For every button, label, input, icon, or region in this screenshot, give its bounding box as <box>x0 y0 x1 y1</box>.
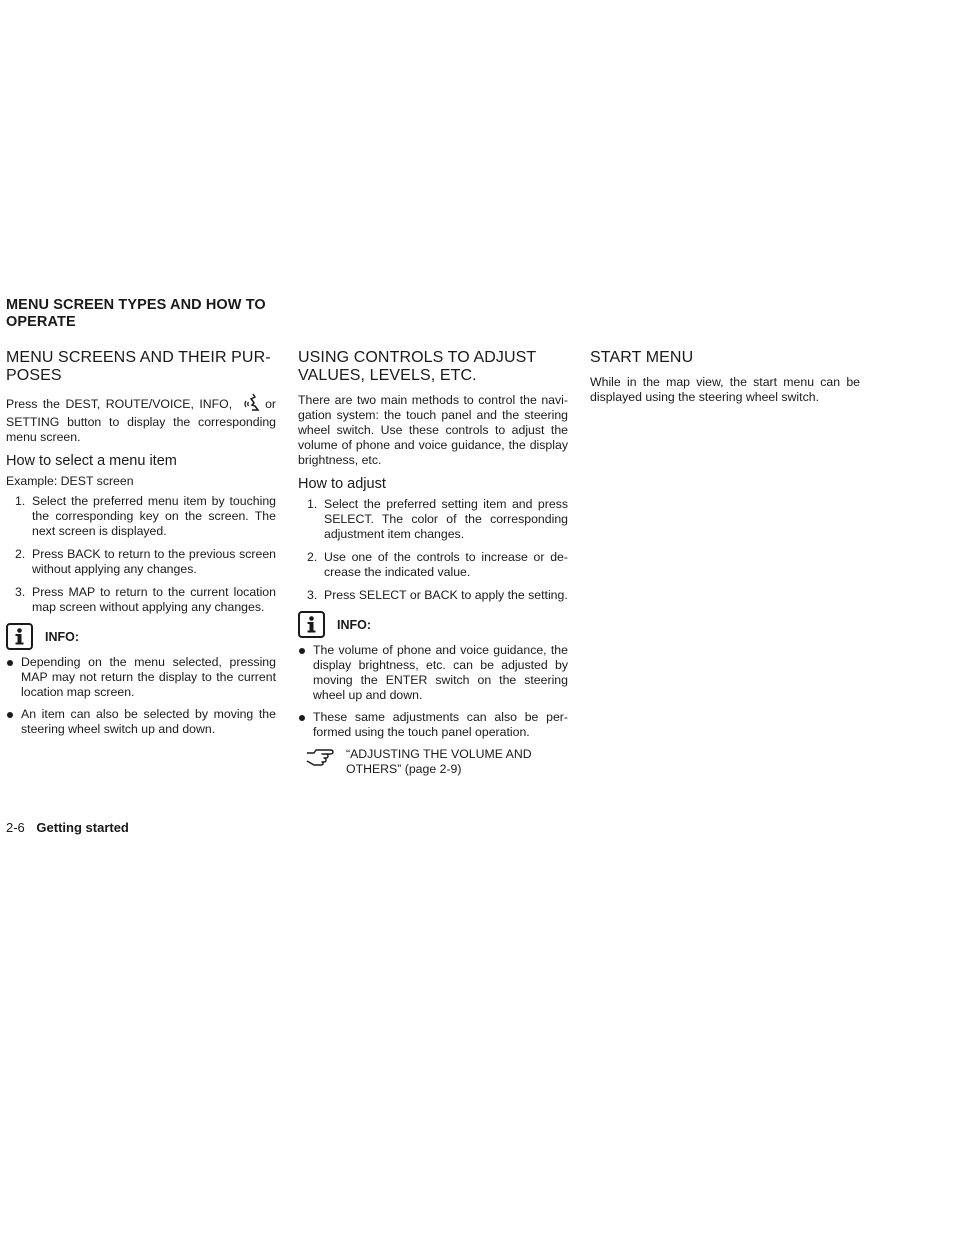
step-item <box>298 497 568 542</box>
heading-menu-screens: MENU SCREENS AND THEIR PUR-POSES <box>6 349 271 384</box>
step-item <box>6 547 276 577</box>
heading-using-controls: USING CONTROLS TO ADJUST VALUES, LEVELS, ETC. <box>298 349 537 384</box>
step-item <box>6 494 276 539</box>
bullet-text: Depending on the menu selected, pressing MAP may not return the display to the current location map screen. <box>21 655 276 699</box>
intro-paragraph: There are two main methods to control the navi-gation system: the touch panel and the steering wheel switch. Use these controls to adjust the volume of phone and voice guidance, the display brightness, etc. <box>298 393 568 467</box>
step-text: Press BACK to return to the previous screen without applying any changes. <box>32 547 276 576</box>
step-item <box>6 585 276 615</box>
heading-start-menu: START MENU <box>590 349 694 366</box>
info-header <box>298 611 568 638</box>
reference-text[interactable]: “ADJUSTING THE VOLUME AND OTHERS” (page 2-9) <box>346 747 532 776</box>
steps-list <box>298 497 568 603</box>
info-label: INFO: <box>337 617 372 632</box>
bullet-item <box>298 710 568 740</box>
step-number: 1. <box>15 494 26 508</box>
step-item <box>298 550 568 580</box>
step-number: 2. <box>307 550 318 564</box>
intro-text-part1: Press the DEST, ROUTE/VOICE, INFO, <box>6 397 233 411</box>
example-text: Example: DEST screen <box>6 474 134 488</box>
step-item <box>298 588 568 603</box>
chapter-title: Getting started <box>36 820 129 835</box>
info-label: INFO: <box>45 629 80 644</box>
subheading-how-to-adjust: How to adjust <box>298 476 386 492</box>
step-number: 1. <box>307 497 318 511</box>
pointing-hand-icon <box>306 747 338 777</box>
step-text: Press SELECT or BACK to apply the setting. <box>324 588 568 602</box>
step-text: Use one of the controls to increase or de-crease the indicated value. <box>324 550 568 579</box>
intro-paragraph <box>6 393 276 445</box>
step-number: 3. <box>15 585 26 599</box>
info-header <box>6 623 276 650</box>
talk-voice-icon <box>244 393 260 415</box>
info-icon <box>298 611 325 638</box>
subheading-select-menu-item: How to select a menu item <box>6 453 177 469</box>
intro-text-part2: or SETTING button to display the corresponding menu screen. <box>6 397 277 444</box>
bullet-item <box>298 643 568 703</box>
page-footer <box>6 820 129 835</box>
step-text: Select the preferred menu item by touching the corresponding key on the screen. The next screen is displayed. <box>32 494 276 538</box>
steps-list <box>6 494 276 615</box>
bullet-text: The volume of phone and voice guidance, the display brightness, etc. can be adjusted by moving the ENTER switch on the steering wheel up and down. <box>313 643 568 702</box>
column-start-menu <box>590 349 860 411</box>
intro-paragraph: While in the map view, the start menu can be displayed using the steering wheel switch. <box>590 375 860 404</box>
bullet-dot-icon <box>7 712 13 718</box>
bullet-item <box>6 707 276 737</box>
step-text: Select the preferred setting item and press SELECT. The color of the corresponding adjustment item changes. <box>324 497 568 541</box>
bullet-dot-icon <box>7 660 13 666</box>
info-icon <box>6 623 33 650</box>
bullet-dot-icon <box>299 648 305 654</box>
section-title: MENU SCREEN TYPES AND HOW TO OPERATE <box>6 297 266 330</box>
bullet-dot-icon <box>299 715 305 721</box>
column-using-controls <box>298 349 568 777</box>
step-number: 3. <box>307 588 318 602</box>
info-bullets <box>298 643 568 740</box>
step-number: 2. <box>15 547 26 561</box>
bullet-text: An item can also be selected by moving the steering wheel switch up and down. <box>21 707 276 736</box>
page-number: 2-6 <box>6 820 25 835</box>
bullet-text: These same adjustments can also be per-formed using the touch panel operation. <box>313 710 568 739</box>
column-menu-screens <box>6 349 276 744</box>
info-bullets <box>6 655 276 737</box>
step-text: Press MAP to return to the current location map screen without applying any changes. <box>32 585 276 614</box>
page-reference <box>298 747 568 777</box>
bullet-item <box>6 655 276 700</box>
